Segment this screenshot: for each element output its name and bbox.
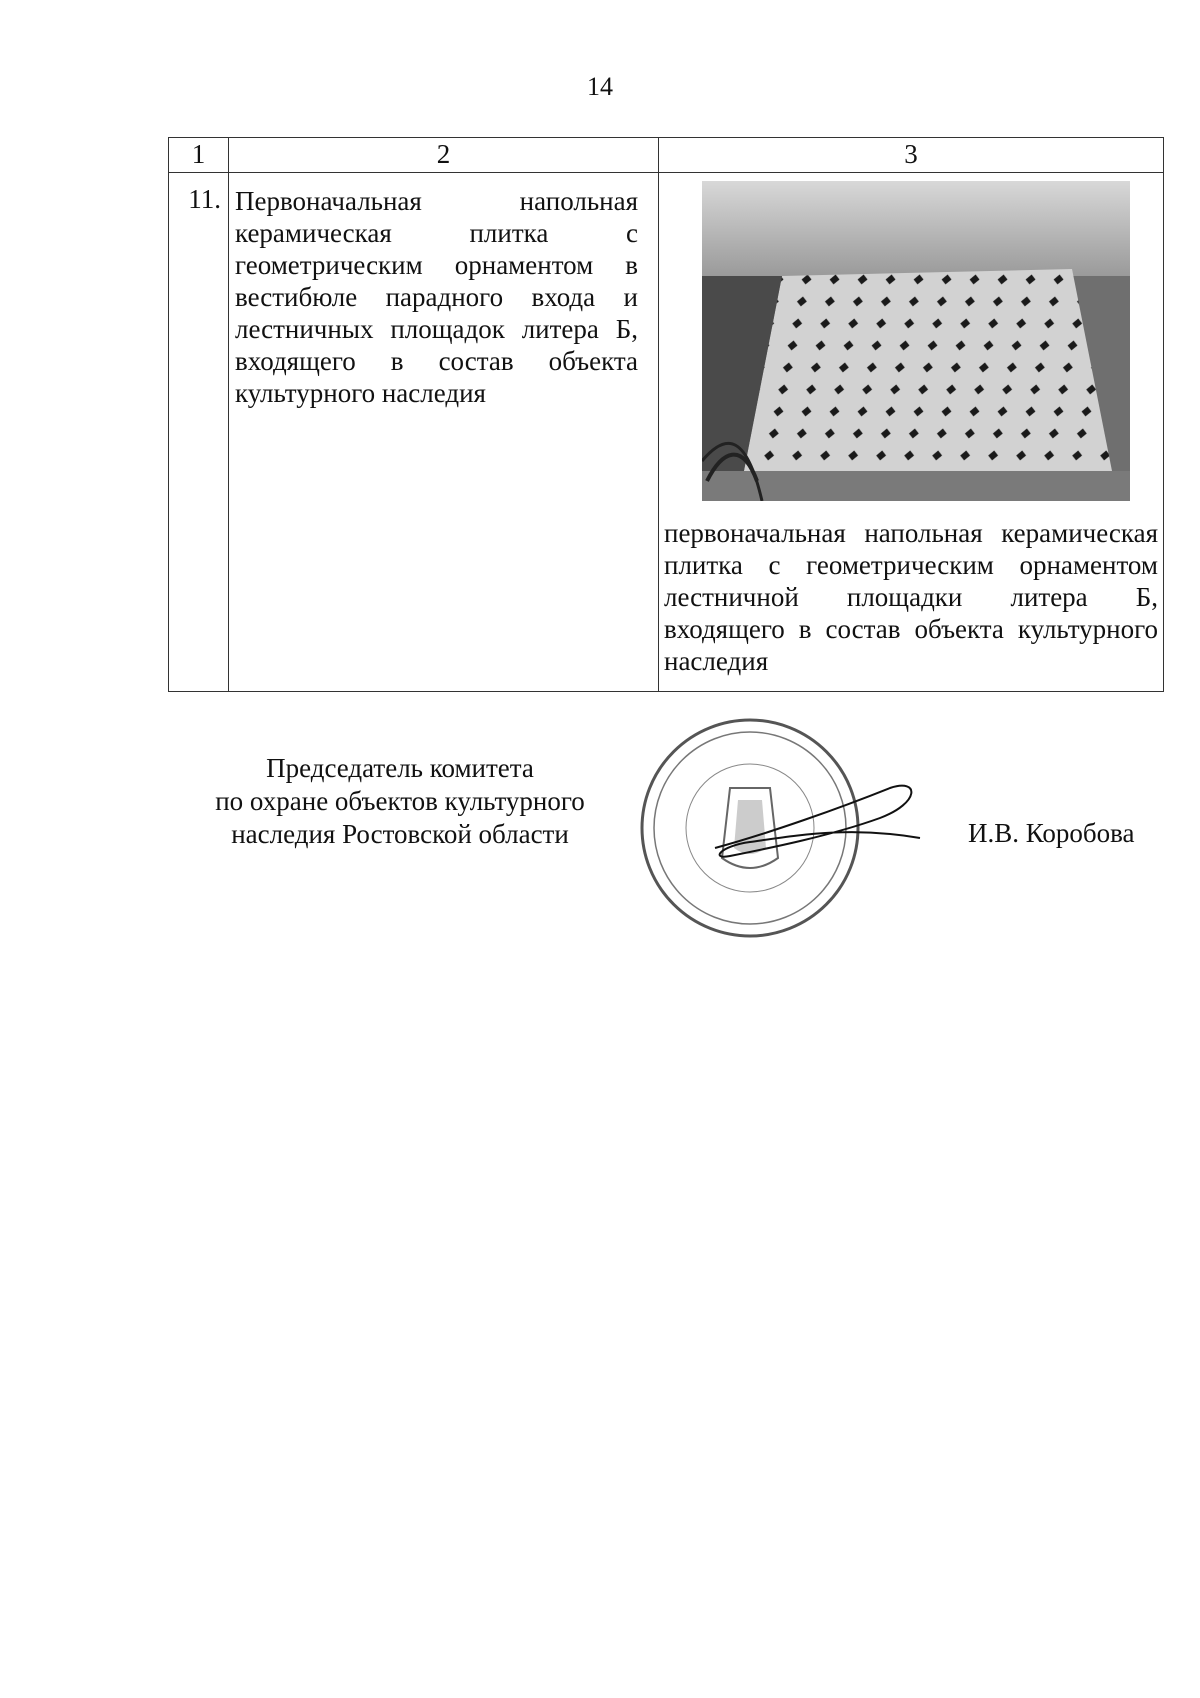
official-stamp-and-signature [620,708,940,948]
position-line-2: по охране объектов культурного [215,786,585,816]
header-col-3: 3 [659,138,1164,173]
position-line-1: Председатель комитета [266,753,534,783]
signatory-position [200,752,600,851]
photo-cell [659,173,1164,692]
table-header-row [169,138,1164,173]
stamp-seal [642,720,858,936]
signatory-name: И.В. Коробова [968,818,1135,848]
page-number: 14 [587,72,613,101]
row-number: 11. [169,173,229,692]
row-description: Первоначальная напольная керамическая плитка с геометрическим орнаментом в вестибюле парадного входа и лестничных площадок литера Б, входящего в состав объекта культурного наследия [229,173,659,692]
position-line-3: наследия Ростовской области [231,819,569,849]
header-col-1: 1 [169,138,229,173]
floor-tile-photo [702,181,1130,501]
header-col-2: 2 [229,138,659,173]
table-row [169,173,1164,692]
photo-caption: первоначальная напольная керамическая плитка с геометрическим орнаментом лестничной площадки литера Б, входящего в состав объекта культурного наследия [664,518,1158,676]
objects-table [168,137,1164,692]
